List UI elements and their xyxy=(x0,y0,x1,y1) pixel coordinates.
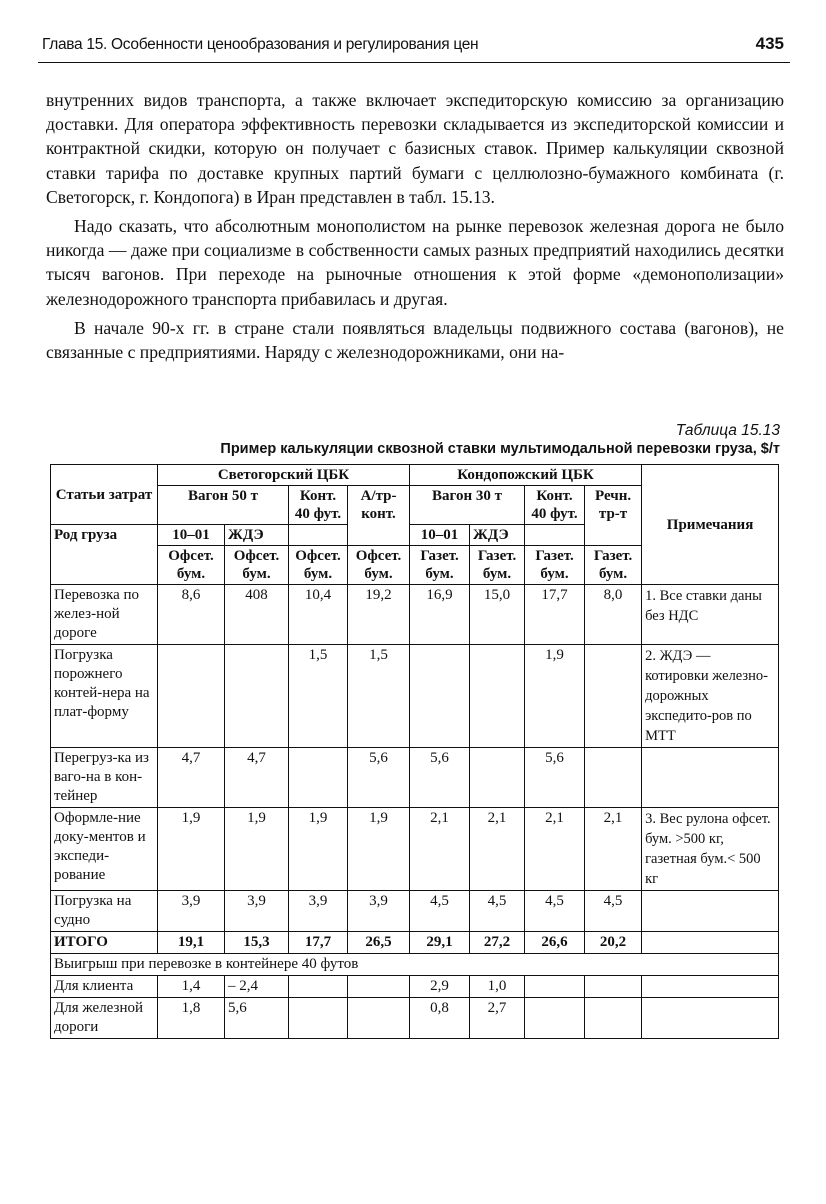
gain-row xyxy=(51,998,779,1039)
value-cell: 1,9 xyxy=(525,645,585,748)
value-cell xyxy=(410,645,470,748)
gain-value: 5,6 xyxy=(225,998,289,1039)
head-kondopoga: Кондопожский ЦБК xyxy=(410,465,642,486)
head-cargo-2: Офсет. бум. xyxy=(225,546,289,585)
head-atr-cont: А/тр-конт. xyxy=(348,486,410,546)
gain-title: Выигрыш при перевозке в контейнере 40 футов xyxy=(51,954,779,976)
value-cell xyxy=(470,645,525,748)
head-cost-items: Статьи затрат xyxy=(51,465,158,525)
note-cell: 1. Все ставки даны без НДС xyxy=(642,585,779,645)
table-row xyxy=(51,585,779,645)
value-cell: 1,9 xyxy=(348,808,410,891)
head-code-zhde-b: ЖДЭ xyxy=(470,525,525,546)
gain-value: – 2,4 xyxy=(225,976,289,998)
value-cell: 17,7 xyxy=(525,585,585,645)
value-cell: 4,7 xyxy=(158,748,225,808)
chapter-title: Глава 15. Особенности ценообразования и регулирования цен xyxy=(42,36,479,53)
value-cell: 4,5 xyxy=(410,891,470,932)
page-number: 435 xyxy=(755,34,784,53)
gain-value: 1,0 xyxy=(470,976,525,998)
value-cell: 1,9 xyxy=(225,808,289,891)
gain-row xyxy=(51,976,779,998)
value-cell: 1,9 xyxy=(158,808,225,891)
value-cell xyxy=(225,645,289,748)
note-cell: 2. ЖДЭ — котировки железно-дорожных экспедито-ров по МТТ xyxy=(642,645,779,748)
value-cell: 15,0 xyxy=(470,585,525,645)
value-cell xyxy=(585,645,642,748)
value-cell xyxy=(289,748,348,808)
paragraph-2: Надо сказать, что абсолютным монополистом на рынке перевозок железная дорога не было никогда — даже при социализме в собственности самых разных предприятий находились десятки тысяч вагонов. При переходе на рыночные отношения к этой форме «демонополизации» железнодорожного транспорта прибавилась и другая. xyxy=(46,216,784,309)
head-wagon50: Вагон 50 т xyxy=(158,486,289,525)
gain-value: 1,4 xyxy=(158,976,225,998)
head-row-1 xyxy=(51,465,779,486)
total-value: 29,1 xyxy=(410,932,470,954)
gain-value xyxy=(525,976,585,998)
paragraph-1: внутренних видов транспорта, а также включает экспедиторскую комиссию за организацию доставки. Для оператора эффективность перевозки складывается из экспедиторской комиссии и контрактной скидки, которую он получает с базисных ставок. Пример калькуляции сквозной ставки тарифа по доставке крупных партий бумаги с целлюлозно-бумажного комбината (г. Светогорск, г. Кондопога) в Иран представлен в табл. 15.13. xyxy=(46,90,784,207)
head-code-zhde-a: ЖДЭ xyxy=(225,525,289,546)
table-title: Пример калькуляции сквозной ставки мультимодальной перевозки груза, $/т xyxy=(220,441,780,457)
value-cell: 1,5 xyxy=(348,645,410,748)
value-cell: 3,9 xyxy=(348,891,410,932)
gain-value: 2,9 xyxy=(410,976,470,998)
total-empty xyxy=(642,932,779,954)
total-row xyxy=(51,932,779,954)
note-cell xyxy=(642,891,779,932)
gain-value xyxy=(585,998,642,1039)
row-label: Оформле-ние доку-ментов и экспеди-рование xyxy=(51,808,158,891)
value-cell: 408 xyxy=(225,585,289,645)
value-cell: 2,1 xyxy=(585,808,642,891)
table-caption: Таблица 15.13 xyxy=(675,422,780,439)
gain-value xyxy=(585,976,642,998)
value-cell: 4,7 xyxy=(225,748,289,808)
head-cargo-8: Газет. бум. xyxy=(585,546,642,585)
gain-label: Для железной дороги xyxy=(51,998,158,1039)
total-value: 20,2 xyxy=(585,932,642,954)
row-label: Перегруз-ка из ваго-на в кон-тейнер xyxy=(51,748,158,808)
row-label: Погрузка порожнего контей-нера на плат-форму xyxy=(51,645,158,748)
total-value: 15,3 xyxy=(225,932,289,954)
total-value: 26,6 xyxy=(525,932,585,954)
value-cell xyxy=(158,645,225,748)
total-value: 17,7 xyxy=(289,932,348,954)
value-cell: 8,0 xyxy=(585,585,642,645)
table-row xyxy=(51,808,779,891)
value-cell: 5,6 xyxy=(525,748,585,808)
total-value: 27,2 xyxy=(470,932,525,954)
head-notes: Примечания xyxy=(642,465,779,585)
head-river: Речн. тр-т xyxy=(585,486,642,546)
head-code-1001-a: 10–01 xyxy=(158,525,225,546)
gain-empty xyxy=(642,976,779,998)
value-cell: 4,5 xyxy=(470,891,525,932)
paragraph-3: В начале 90-х гг. в стране стали появляться владельцы подвижного состава (вагонов), не связанные с предприятиями. Наряду с железнодорожниками, они на- xyxy=(46,317,784,363)
value-cell: 1,5 xyxy=(289,645,348,748)
gain-value xyxy=(348,998,410,1039)
head-cargo-5: Газет. бум. xyxy=(410,546,470,585)
row-label: Погрузка на судно xyxy=(51,891,158,932)
gain-value xyxy=(289,976,348,998)
value-cell: 3,9 xyxy=(289,891,348,932)
head-cargo-3: Офсет. бум. xyxy=(289,546,348,585)
gain-value xyxy=(525,998,585,1039)
value-cell xyxy=(470,748,525,808)
value-cell: 3,9 xyxy=(225,891,289,932)
head-svetogorsk: Светогорский ЦБК xyxy=(158,465,410,486)
value-cell: 1,9 xyxy=(289,808,348,891)
head-empty-cell xyxy=(525,525,585,546)
gain-value: 1,8 xyxy=(158,998,225,1039)
head-empty-cell xyxy=(289,525,348,546)
value-cell: 10,4 xyxy=(289,585,348,645)
total-value: 26,5 xyxy=(348,932,410,954)
value-cell: 3,9 xyxy=(158,891,225,932)
value-cell: 4,5 xyxy=(525,891,585,932)
total-value: 19,1 xyxy=(158,932,225,954)
value-cell: 8,6 xyxy=(158,585,225,645)
value-cell: 19,2 xyxy=(348,585,410,645)
head-cargo-1: Офсет. бум. xyxy=(158,546,225,585)
gain-empty xyxy=(642,998,779,1039)
head-code-1001-b: 10–01 xyxy=(410,525,470,546)
table-row xyxy=(51,891,779,932)
value-cell: 16,9 xyxy=(410,585,470,645)
head-cargo-4: Офсет. бум. xyxy=(348,546,410,585)
table-row xyxy=(51,748,779,808)
gain-value xyxy=(348,976,410,998)
gain-value: 2,7 xyxy=(470,998,525,1039)
table-row xyxy=(51,645,779,748)
value-cell: 2,1 xyxy=(470,808,525,891)
gain-label: Для клиента xyxy=(51,976,158,998)
value-cell xyxy=(585,748,642,808)
running-header xyxy=(38,30,790,63)
value-cell: 5,6 xyxy=(410,748,470,808)
note-cell: 3. Вес рулона офсет. бум. >500 кг, газетная бум.< 500 кг xyxy=(642,808,779,891)
gain-title-row xyxy=(51,954,779,976)
head-wagon30: Вагон 30 т xyxy=(410,486,525,525)
head-cont40-b: Конт. 40 фут. xyxy=(525,486,585,525)
value-cell: 2,1 xyxy=(410,808,470,891)
head-cargo-type: Род груза xyxy=(51,525,158,585)
gain-value xyxy=(289,998,348,1039)
total-label: ИТОГО xyxy=(51,932,158,954)
cost-table xyxy=(50,464,779,1039)
note-cell xyxy=(642,748,779,808)
value-cell: 5,6 xyxy=(348,748,410,808)
head-cargo-6: Газет. бум. xyxy=(470,546,525,585)
head-cont40-a: Конт. 40 фут. xyxy=(289,486,348,525)
gain-value: 0,8 xyxy=(410,998,470,1039)
value-cell: 4,5 xyxy=(585,891,642,932)
body-text xyxy=(46,88,784,369)
row-label: Перевозка по желез-ной дороге xyxy=(51,585,158,645)
value-cell: 2,1 xyxy=(525,808,585,891)
head-cargo-7: Газет. бум. xyxy=(525,546,585,585)
